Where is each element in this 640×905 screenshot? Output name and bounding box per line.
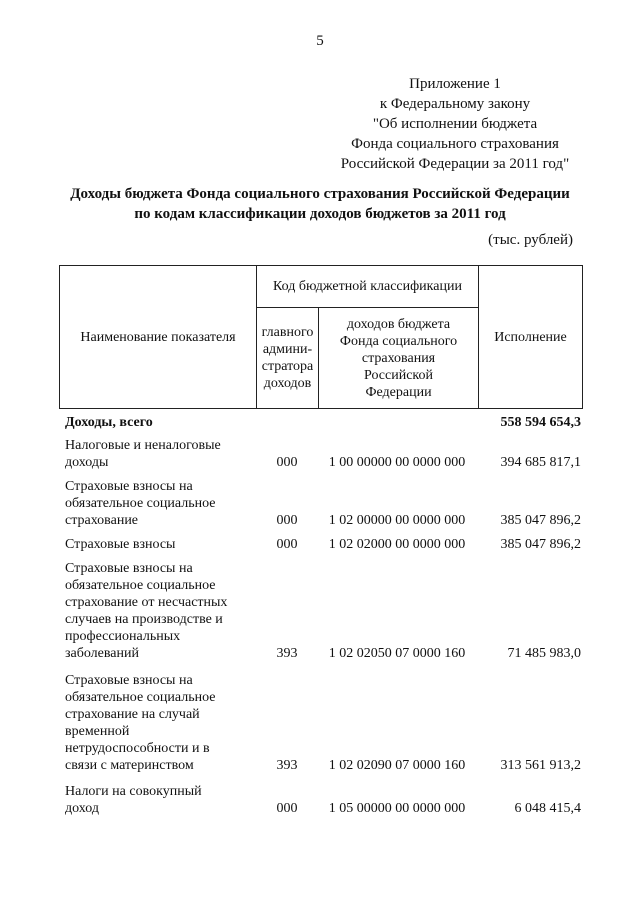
- row-name: [65, 437, 255, 471]
- document-title: [40, 184, 600, 224]
- row-name-line: обязательное социальное: [65, 496, 216, 511]
- title-line: по кодам классификации доходов бюджетов за 2011 год: [134, 206, 506, 222]
- row-name-line: страхование на случай: [65, 707, 200, 722]
- row-name: [65, 672, 255, 774]
- row-name-line: профессиональных: [65, 629, 181, 644]
- header-fund: [319, 308, 478, 408]
- row-name-line: доход: [65, 801, 99, 816]
- row-budget-code: 1 02 02050 07 0000 160: [328, 646, 466, 661]
- header-budget-code: Код бюджетной классификации: [273, 279, 462, 294]
- row-amount: 385 047 896,2: [500, 513, 581, 528]
- row-amount: 385 047 896,2: [500, 537, 581, 552]
- appendix-line: Приложение 1: [409, 76, 501, 92]
- row-budget-code: 1 00 00000 00 0000 000: [328, 455, 466, 470]
- row-name: [65, 560, 255, 662]
- row-name-line: заболеваний: [65, 646, 139, 661]
- row-name-line: страхование: [65, 513, 139, 528]
- table-row: [59, 478, 583, 529]
- row-amount: 71 485 983,0: [507, 646, 581, 661]
- header-fund-line: доходов бюджета: [346, 316, 451, 332]
- appendix-line: к Федеральному закону: [379, 96, 531, 112]
- appendix-line: "Об исполнении бюджета: [372, 116, 538, 132]
- table-row: [59, 414, 583, 431]
- row-admin-code: 000: [276, 537, 298, 552]
- header-fund-line: Фонда социального: [339, 333, 458, 349]
- header-fund-line: Федерации: [365, 384, 432, 400]
- appendix-note: [330, 74, 580, 174]
- row-name-line: нетрудоспособности и в: [65, 741, 210, 756]
- table-row: [59, 783, 583, 817]
- header-admin: [257, 308, 318, 408]
- header-execution: Исполнение: [494, 329, 567, 345]
- row-name-line: страхование от несчастных: [65, 595, 228, 610]
- header-indicator: Наименование показателя: [80, 329, 236, 345]
- row-amount: 6 048 415,4: [514, 801, 581, 816]
- units-label: (тыс. рублей): [488, 232, 573, 248]
- row-name: [65, 783, 255, 817]
- row-amount: 313 561 913,2: [500, 758, 581, 773]
- header-fund-line: Российской: [364, 367, 433, 383]
- appendix-line: Российской Федерации за 2011 год": [340, 156, 570, 172]
- header-admin-line: админи-: [262, 342, 313, 357]
- header-admin-line: доходов: [263, 376, 312, 391]
- row-budget-code: 1 02 00000 00 0000 000: [328, 513, 466, 528]
- header-admin-line: стратора: [261, 359, 314, 374]
- row-budget-code: 1 02 02090 07 0000 160: [328, 758, 466, 773]
- header-admin-line: главного: [261, 325, 314, 340]
- table-row: [59, 437, 583, 471]
- row-name-line: Налоговые и неналоговые: [65, 438, 221, 453]
- row-name-line: Доходы, всего: [65, 415, 153, 430]
- row-name-line: обязательное социальное: [65, 690, 216, 705]
- row-amount: 394 685 817,1: [500, 455, 581, 470]
- table-row: [59, 672, 583, 774]
- table-header: [59, 265, 583, 409]
- page-number: 5: [316, 33, 324, 49]
- row-name-line: Страховые взносы: [65, 537, 176, 552]
- row-admin-code: 393: [276, 758, 298, 773]
- appendix-line: Фонда социального страхования: [351, 136, 559, 152]
- row-budget-code: 1 02 02000 00 0000 000: [328, 537, 466, 552]
- row-budget-code: 1 05 00000 00 0000 000: [328, 801, 466, 816]
- row-admin-code: 000: [276, 513, 298, 528]
- table-row: [59, 536, 583, 553]
- row-name-line: связи с материнством: [65, 758, 194, 773]
- row-name-line: Налоги на совокупный: [65, 784, 202, 799]
- row-name-line: доходы: [65, 455, 109, 470]
- row-amount: 558 594 654,3: [500, 415, 581, 430]
- row-admin-code: 393: [276, 646, 298, 661]
- row-admin-code: 000: [276, 801, 298, 816]
- row-admin-code: 000: [276, 455, 298, 470]
- table-row: [59, 560, 583, 662]
- row-name-line: Страховые взносы на: [65, 561, 193, 576]
- title-line: Доходы бюджета Фонда социального страхования Российской Федерации: [70, 186, 570, 202]
- row-name-line: обязательное социальное: [65, 578, 216, 593]
- row-name: [65, 536, 255, 553]
- row-name-line: случаев на производстве и: [65, 612, 223, 627]
- header-fund-line: страхования: [361, 350, 436, 366]
- row-name-line: Страховые взносы на: [65, 673, 193, 688]
- row-name: [65, 414, 255, 431]
- row-name-line: временной: [65, 724, 130, 739]
- row-name: [65, 478, 255, 529]
- row-name-line: Страховые взносы на: [65, 479, 193, 494]
